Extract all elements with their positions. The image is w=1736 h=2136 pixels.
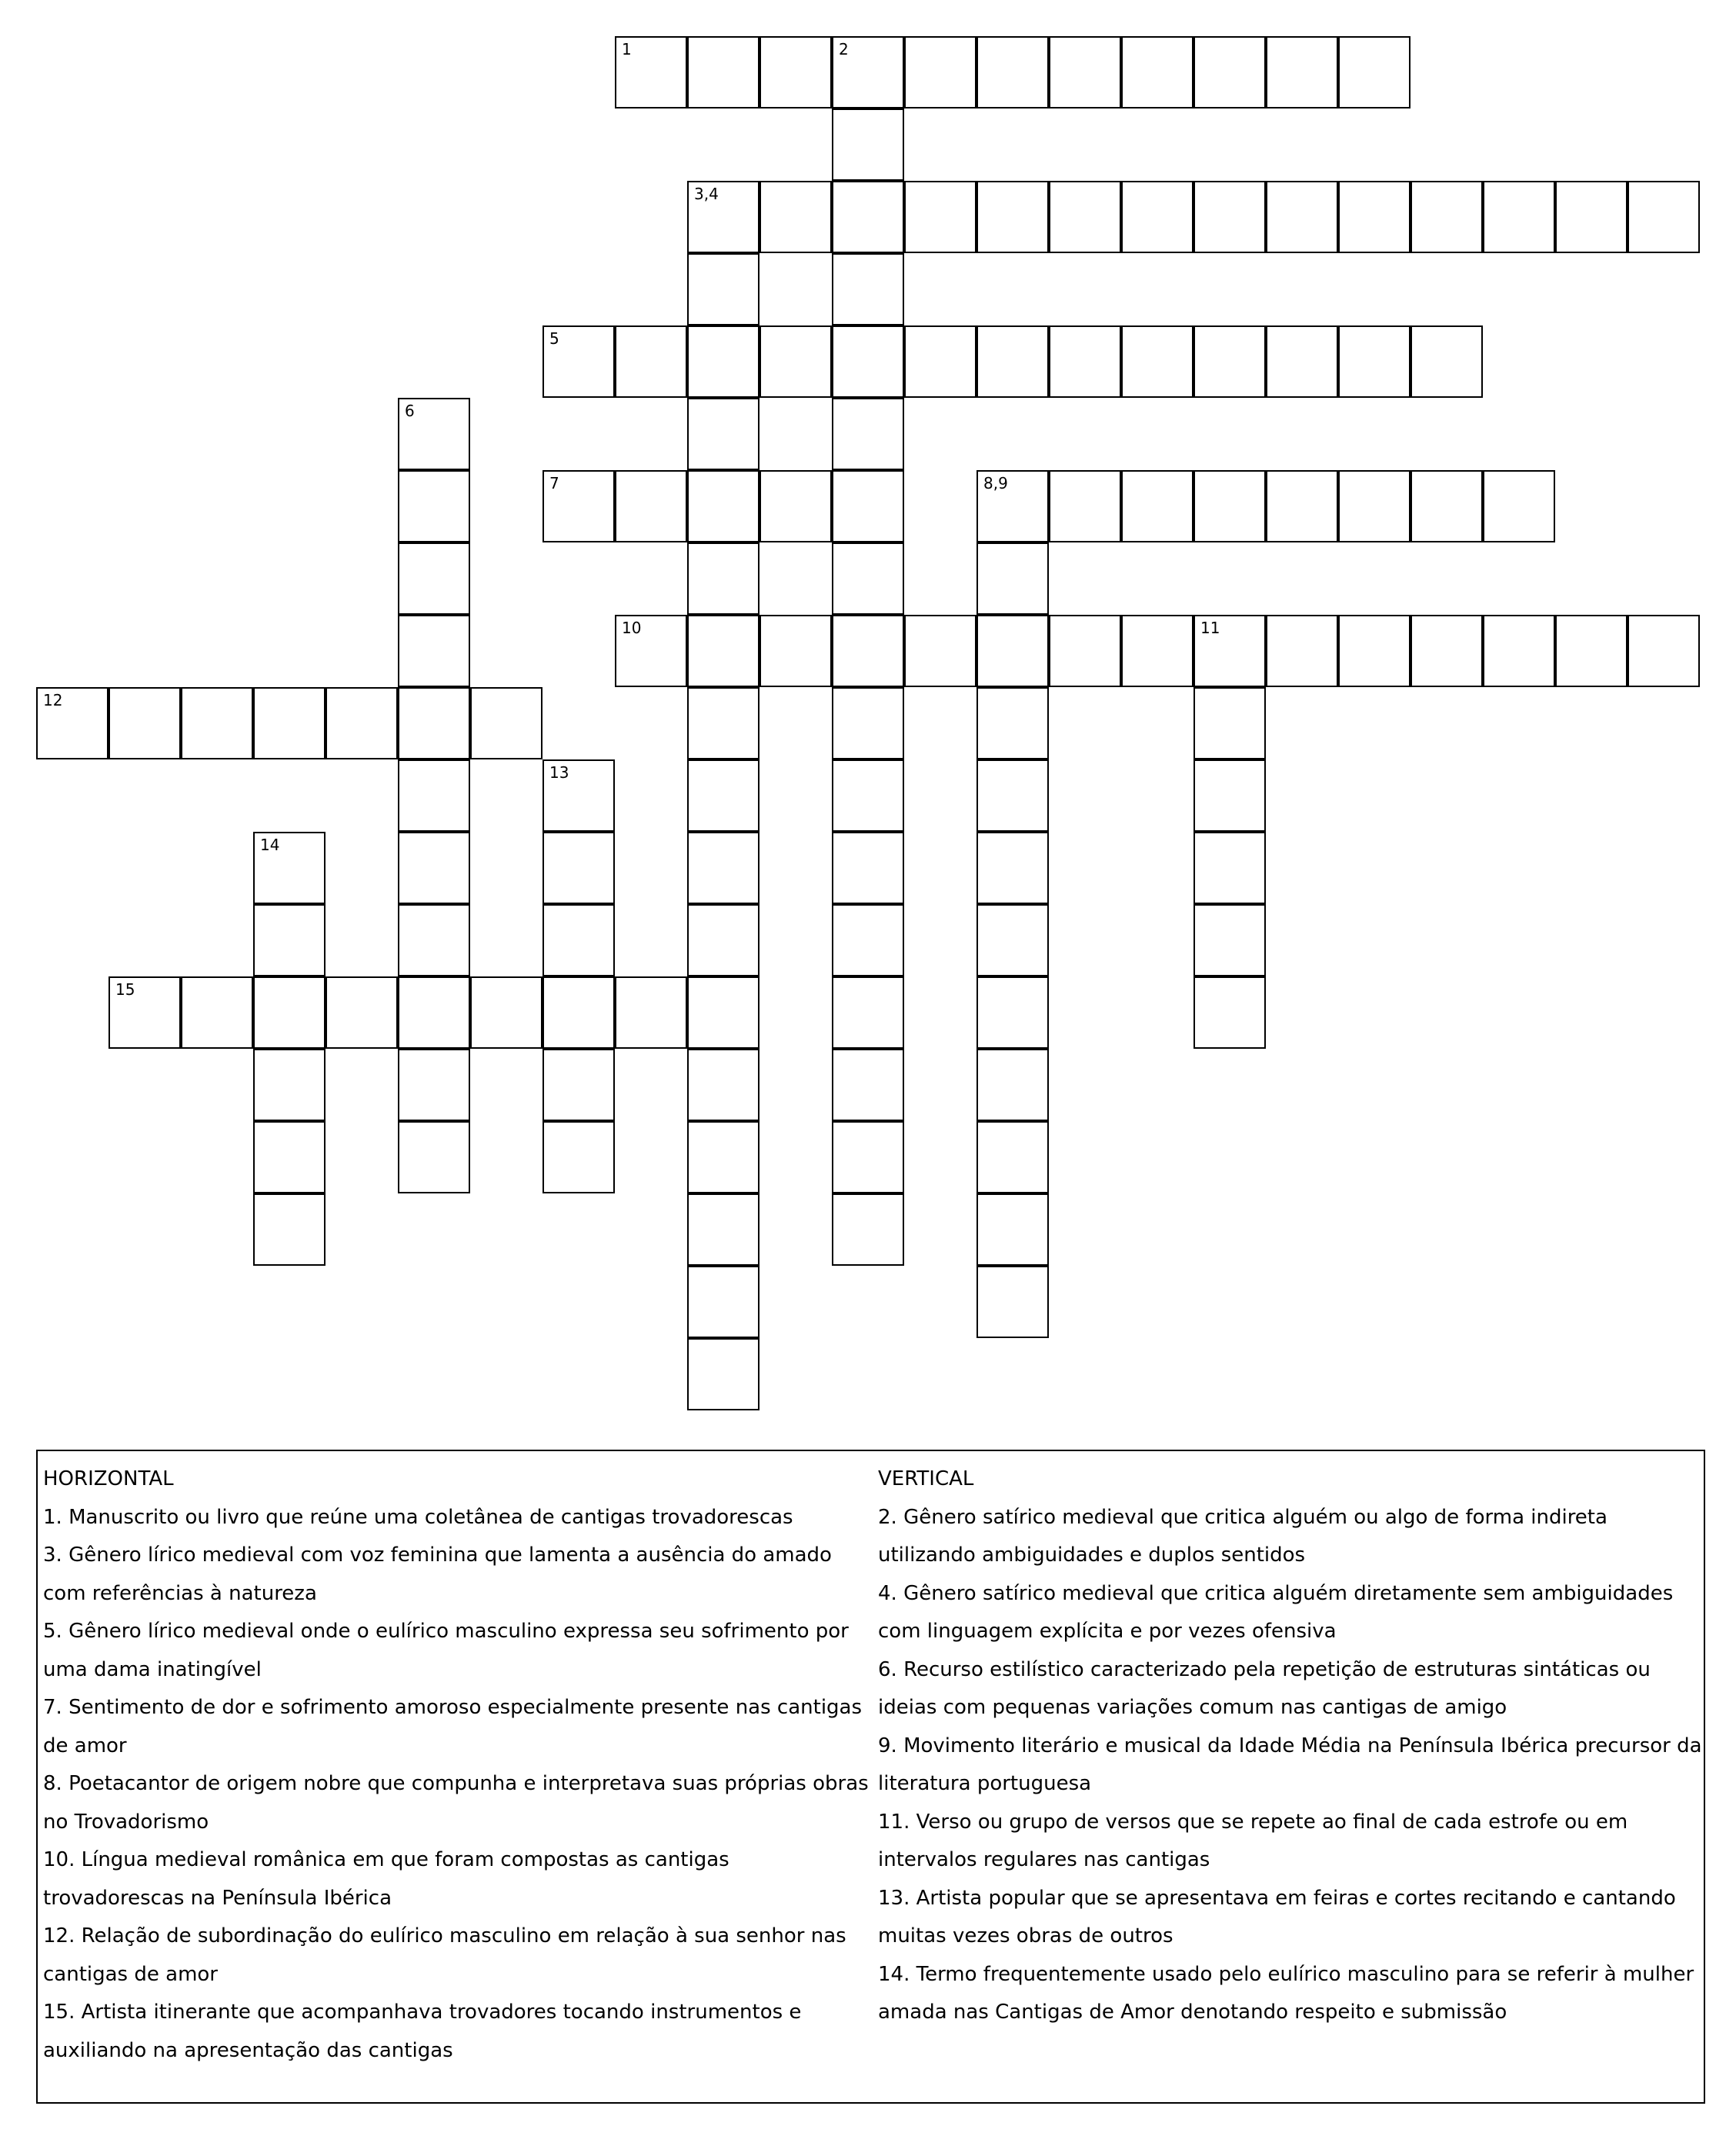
- grid-cell[interactable]: [832, 253, 904, 325]
- grid-cell[interactable]: [687, 36, 760, 108]
- grid-cell[interactable]: [253, 976, 326, 1049]
- grid-cell[interactable]: [1121, 181, 1194, 253]
- grid-cell[interactable]: [832, 1193, 904, 1266]
- grid-cell[interactable]: [1483, 181, 1555, 253]
- grid-cell[interactable]: [832, 1121, 904, 1193]
- clue-number: 7: [549, 474, 559, 492]
- clue-9: 9. Movimento literário e musical da Idade Média na Península Ibérica precursor da literatura portuguesa: [878, 1734, 1702, 1795]
- grid-cell[interactable]: [615, 976, 687, 1049]
- grid-cell[interactable]: [687, 542, 760, 615]
- grid-cell[interactable]: [976, 542, 1049, 615]
- grid-cell[interactable]: [1483, 470, 1555, 542]
- clues-box: [36, 1450, 1705, 2104]
- grid-cell[interactable]: [615, 470, 687, 542]
- grid-cell[interactable]: [1627, 615, 1700, 687]
- grid-cell[interactable]: [398, 1049, 470, 1121]
- grid-cell[interactable]: [398, 976, 470, 1049]
- grid-cell[interactable]: [1194, 832, 1266, 904]
- grid-cell[interactable]: [976, 181, 1049, 253]
- grid-cell[interactable]: [542, 904, 615, 976]
- clue-15: 15. Artista itinerante que acompanhava trovadores tocando instrumentos e auxiliando na apresentação das cantigas: [43, 2001, 802, 2062]
- grid-cell[interactable]: [1049, 181, 1121, 253]
- grid-cell[interactable]: [1194, 759, 1266, 832]
- grid-cell[interactable]: [687, 832, 760, 904]
- grid-cell[interactable]: [1194, 36, 1266, 108]
- grid-cell[interactable]: [832, 832, 904, 904]
- vertical-title: VERTICAL: [878, 1467, 974, 1490]
- clue-1: 1. Manuscrito ou livro que reúne uma coletânea de cantigas trovadorescas: [43, 1505, 793, 1529]
- grid-cell[interactable]: [1338, 325, 1410, 398]
- grid-cell[interactable]: [1266, 36, 1338, 108]
- grid-cell[interactable]: [1338, 615, 1410, 687]
- grid-cell[interactable]: [687, 976, 760, 1049]
- grid-cell[interactable]: [687, 615, 760, 687]
- grid-cell[interactable]: [1049, 470, 1121, 542]
- grid-cell[interactable]: [976, 1266, 1049, 1338]
- grid-cell[interactable]: [1410, 470, 1483, 542]
- clue-6: 6. Recurso estilístico caracterizado pela repetição de estruturas sintáticas ou ideias com pequenas variações comum nas cantigas de amigo: [878, 1657, 1651, 1719]
- grid-cell[interactable]: [253, 1049, 326, 1121]
- clue-10: 10. Língua medieval românica em que foram compostas as cantigas trovadorescas na Península Ibérica: [43, 1848, 729, 1910]
- grid-cell[interactable]: [470, 976, 542, 1049]
- clue-5: 5. Gênero lírico medieval onde o eulírico masculino expressa seu sofrimento por uma dama inatingível: [43, 1620, 849, 1681]
- grid-cell[interactable]: [398, 1121, 470, 1193]
- grid-cell[interactable]: [687, 687, 760, 759]
- grid-cell[interactable]: [832, 1049, 904, 1121]
- grid-cell[interactable]: [542, 1049, 615, 1121]
- grid-cell[interactable]: [253, 687, 326, 759]
- clue-number: 10: [622, 619, 642, 637]
- clue-number: 6: [405, 402, 415, 420]
- grid-cell[interactable]: [542, 832, 615, 904]
- grid-cell[interactable]: [181, 976, 253, 1049]
- grid-cell[interactable]: [832, 325, 904, 398]
- grid-cell[interactable]: [832, 687, 904, 759]
- grid-cell[interactable]: [760, 181, 832, 253]
- grid-cell[interactable]: [904, 181, 976, 253]
- clue-number: 8,9: [983, 474, 1008, 492]
- grid-cell[interactable]: [1121, 615, 1194, 687]
- grid-cell[interactable]: [687, 1121, 760, 1193]
- grid-cell[interactable]: [1555, 615, 1627, 687]
- grid-cell[interactable]: [1338, 36, 1410, 108]
- grid-cell[interactable]: [615, 615, 687, 687]
- clue-number: 5: [549, 329, 559, 348]
- grid-cell[interactable]: [832, 36, 904, 108]
- clue-number: 12: [43, 691, 63, 709]
- horizontal-title: HORIZONTAL: [43, 1467, 174, 1490]
- grid-cell[interactable]: [1338, 181, 1410, 253]
- grid-cell[interactable]: [687, 759, 760, 832]
- horizontal-clues: [43, 1460, 870, 2070]
- grid-cell[interactable]: [1627, 181, 1700, 253]
- grid-cell[interactable]: [398, 398, 470, 470]
- clue-2: 2. Gênero satírico medieval que critica alguém ou algo de forma indireta utilizando ambiguidades e duplos sentidos: [878, 1505, 1607, 1567]
- clue-number: 13: [549, 763, 569, 782]
- grid-cell[interactable]: [36, 687, 108, 759]
- clue-11: 11. Verso ou grupo de versos que se repete ao final de cada estrofe ou em intervalos regulares nas cantigas: [878, 1810, 1628, 1871]
- grid-cell[interactable]: [687, 470, 760, 542]
- grid-cell[interactable]: [615, 36, 687, 108]
- grid-cell[interactable]: [832, 904, 904, 976]
- grid-cell[interactable]: [542, 976, 615, 1049]
- grid-cell[interactable]: [760, 470, 832, 542]
- grid-cell[interactable]: [253, 904, 326, 976]
- grid-cell[interactable]: [687, 1338, 760, 1410]
- grid-cell[interactable]: [108, 976, 181, 1049]
- clue-4: 4. Gênero satírico medieval que critica alguém diretamente sem ambiguidades com linguagem explícita e por vezes ofensiva: [878, 1581, 1674, 1643]
- grid-cell[interactable]: [253, 832, 326, 904]
- grid-cell[interactable]: [1194, 325, 1266, 398]
- grid-cell[interactable]: [976, 615, 1049, 687]
- grid-cell[interactable]: [687, 181, 760, 253]
- grid-cell[interactable]: [832, 181, 904, 253]
- grid-cell[interactable]: [1049, 615, 1121, 687]
- grid-cell[interactable]: [542, 1121, 615, 1193]
- grid-cell[interactable]: [470, 687, 542, 759]
- grid-cell[interactable]: [760, 36, 832, 108]
- grid-cell[interactable]: [1266, 325, 1338, 398]
- grid-cell[interactable]: [1483, 615, 1555, 687]
- grid-cell[interactable]: [1121, 470, 1194, 542]
- grid-cell[interactable]: [1194, 904, 1266, 976]
- grid-cell[interactable]: [1194, 470, 1266, 542]
- grid-cell[interactable]: [1410, 181, 1483, 253]
- grid-cell[interactable]: [108, 687, 181, 759]
- clue-number: 14: [260, 836, 280, 854]
- grid-cell[interactable]: [904, 36, 976, 108]
- grid-cell[interactable]: [542, 759, 615, 832]
- grid-cell[interactable]: [398, 615, 470, 687]
- grid-cell[interactable]: [398, 542, 470, 615]
- grid-cell[interactable]: [398, 470, 470, 542]
- grid-cell[interactable]: [760, 615, 832, 687]
- grid-cell[interactable]: [615, 325, 687, 398]
- grid-cell[interactable]: [1194, 615, 1266, 687]
- grid-cell[interactable]: [1410, 615, 1483, 687]
- vertical-clues: [878, 1460, 1705, 2032]
- clue-8: 8. Poetacantor de origem nobre que compunha e interpretava suas próprias obras no Trovadorismo: [43, 1772, 869, 1834]
- grid-cell[interactable]: [542, 325, 615, 398]
- clue-number: 15: [115, 980, 135, 999]
- grid-cell[interactable]: [976, 904, 1049, 976]
- grid-cell[interactable]: [253, 1193, 326, 1266]
- grid-cell[interactable]: [1194, 181, 1266, 253]
- grid-cell[interactable]: [326, 976, 398, 1049]
- grid-cell[interactable]: [687, 325, 760, 398]
- grid-cell[interactable]: [1266, 470, 1338, 542]
- grid-cell[interactable]: [398, 832, 470, 904]
- grid-cell[interactable]: [832, 759, 904, 832]
- grid-cell[interactable]: [398, 687, 470, 759]
- grid-cell[interactable]: [687, 1193, 760, 1266]
- grid-cell[interactable]: [832, 470, 904, 542]
- grid-cell[interactable]: [1049, 325, 1121, 398]
- grid-cell[interactable]: [1338, 470, 1410, 542]
- grid-cell[interactable]: [976, 36, 1049, 108]
- grid-cell[interactable]: [253, 1121, 326, 1193]
- grid-cell[interactable]: [976, 832, 1049, 904]
- clue-14: 14. Termo frequentemente usado pelo eulírico masculino para se referir à mulher amada nas Cantigas de Amor denotando respeito e submissão: [878, 1962, 1694, 2024]
- grid-cell[interactable]: [832, 976, 904, 1049]
- grid-cell[interactable]: [832, 542, 904, 615]
- grid-cell[interactable]: [398, 904, 470, 976]
- grid-cell[interactable]: [1121, 36, 1194, 108]
- grid-cell[interactable]: [687, 398, 760, 470]
- grid-cell[interactable]: [976, 1193, 1049, 1266]
- clue-number: 11: [1200, 619, 1220, 637]
- grid-cell[interactable]: [687, 1266, 760, 1338]
- clue-13: 13. Artista popular que se apresentava em feiras e cortes recitando e cantando muitas vezes obras de outros: [878, 1886, 1676, 1947]
- grid-cell[interactable]: [1555, 181, 1627, 253]
- clue-number: 2: [839, 40, 849, 58]
- grid-cell[interactable]: [1049, 36, 1121, 108]
- grid-cell[interactable]: [976, 759, 1049, 832]
- grid-cell[interactable]: [687, 253, 760, 325]
- grid-cell[interactable]: [1266, 181, 1338, 253]
- grid-cell[interactable]: [832, 615, 904, 687]
- grid-cell[interactable]: [976, 976, 1049, 1049]
- clue-number: 3,4: [694, 185, 719, 203]
- grid-cell[interactable]: [976, 1121, 1049, 1193]
- grid-cell[interactable]: [398, 759, 470, 832]
- grid-cell[interactable]: [326, 687, 398, 759]
- grid-cell[interactable]: [687, 1049, 760, 1121]
- grid-cell[interactable]: [904, 615, 976, 687]
- grid-cell[interactable]: [1194, 687, 1266, 759]
- grid-cell[interactable]: [976, 1049, 1049, 1121]
- grid-cell[interactable]: [687, 904, 760, 976]
- clue-number: 1: [622, 40, 632, 58]
- clue-3: 3. Gênero lírico medieval com voz feminina que lamenta a ausência do amado com referências à natureza: [43, 1544, 832, 1605]
- grid-cell[interactable]: [1410, 325, 1483, 398]
- grid-cell[interactable]: [1121, 325, 1194, 398]
- clue-12: 12. Relação de subordinação do eulírico masculino em relação à sua senhor nas cantigas de amor: [43, 1924, 846, 1986]
- grid-cell[interactable]: [542, 470, 615, 542]
- grid-cell[interactable]: [832, 398, 904, 470]
- grid-cell[interactable]: [181, 687, 253, 759]
- grid-cell[interactable]: [976, 470, 1049, 542]
- grid-cell[interactable]: [904, 325, 976, 398]
- clue-7: 7. Sentimento de dor e sofrimento amoroso especialmente presente nas cantigas de amor: [43, 1696, 863, 1757]
- grid-cell[interactable]: [760, 325, 832, 398]
- grid-cell[interactable]: [1266, 615, 1338, 687]
- grid-cell[interactable]: [832, 108, 904, 181]
- grid-cell[interactable]: [976, 325, 1049, 398]
- grid-cell[interactable]: [1194, 976, 1266, 1049]
- grid-cell[interactable]: [976, 687, 1049, 759]
